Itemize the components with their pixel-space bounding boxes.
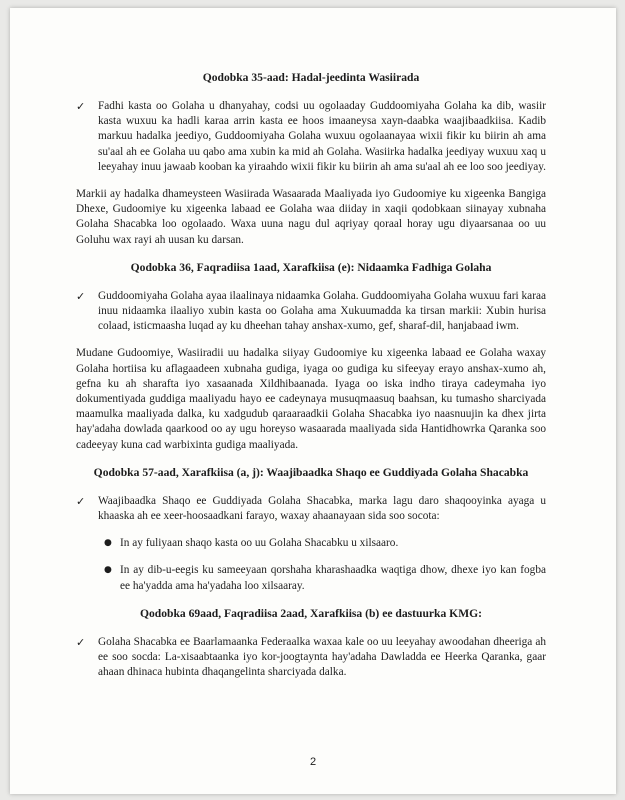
body-paragraph: Mudane Gudoomiye, Wasiiradii uu hadalka siiyay Gudoomiye ku xigeenka labaad ee Golaha waxay Golaha hortiisa ku aflagaadeen xubnaha gudiga, iyaga oo gudiga ku sifeeyay erayo anshax-xumo ah, gefna ku ah sharafta iyo xasaanada Xildhibaanada. Iyaga oo iska indho tiraya cadeymaha iyo dokumentiyada guddiga maaliyadu hayo ee cadeynaya musuqmaasuq baahsan, ku tumasho sharciyada maamulka maaliyada dalka, ku xadgudub qaraaraadkii Golaha Shacabka iyo naasnuujin ka dhex jirta hay'adaha dowlada qaarkood oo ay ugu horeyso wasaarada maaliyada sida Hantidhowrka Qaranka soo cadeeyay kuna cad warbixinta gudiga maaliyada. <box>76 347 546 451</box>
bullet-list-item <box>104 536 546 551</box>
section-article-57 <box>76 465 546 594</box>
section-heading: Qodobka 36, Faqradiisa 1aad, Xarafkiisa (e): Nidaamka Fadhiga Golaha <box>130 260 492 274</box>
section-heading: Qodobka 69aad, Faqradiisa 2aad, Xarafkiisa (b) ee dastuurka KMG: <box>139 606 483 620</box>
check-item-text: Guddoomiyaha Golaha ayaa ilaalinaya nidaamka Golaha. Guddoomiyaha Golaha wuxuu fari karaa inuu nidaamka ilaaliyo xubin kasta oo Golaha ama Xukuumadda ka tirsan markii: Xubin hurisa colaad, isticmaasha luqad ay ku dheehan tahay anshax-xumo, gef, sharaf-dil, hanjabaad iwm. <box>98 289 546 333</box>
bullet-item-text: In ay dib-u-eegis ku sameeyaan qorshaha kharashaadka waqtiga dhow, dhexe iyo kan fogba ee ha'yadda ama ha'yadaha loo xilsaaray. <box>120 564 546 592</box>
checkmark-icon: ✓ <box>76 494 86 508</box>
checkmark-icon: ✓ <box>76 635 86 649</box>
section-heading: Qodobka 57-aad, Xarafkiisa (a, j): Waajibaadka Shaqo ee Guddiyada Golaha Shacabka <box>93 465 529 479</box>
check-item-text: Golaha Shacabka ee Baarlamaanka Federaalka waxaa kale oo uu leeyahay awoodahan dheeriga ah ee soo socda: La-xisaabtaanka iyo kor-joogtaynta hay'adaha Dawladda ee Heerka Qaranka, gaar ahaan dhinaca hubinta dhaqangelinta sharciyada dalka. <box>98 635 546 679</box>
bullet-icon: ● <box>104 538 112 549</box>
document-content <box>76 70 546 692</box>
section-heading: Qodobka 35-aad: Hadal-jeedinta Wasiirada <box>202 71 420 84</box>
check-item-text: Fadhi kasta oo Golaha u dhanyahay, codsi uu ogolaaday Guddoomiyaha Golaha ka dib, wasiir kasta wuxuu ka hadli karaa arrin kasta ee hoos imaaneysa xayn-daabka waajibaadkiisa. Kadib markuu hadalka jeediyo, Guddoomiyaha Golaha wuxuu ogolaanayaa wixii fikir ku biirin ah ama su'aal ah ee Golaha uu qabo ama xubin ka mid ah Golaha. Wasiirka hadalka jeediyay wuxuu xaq u leeyahay inuu jawaab kooban ka yiraahdo wixii fikir ku biirin ah ama su'aal ah ee loo soo jeediyay. <box>98 100 547 173</box>
page-number: 2 <box>309 756 317 768</box>
section-article-35 <box>76 70 546 248</box>
section-article-69 <box>76 606 546 681</box>
bullet-item-text: In ay fuliyaan shaqo kasta oo uu Golaha Shacabku u xilsaaro. <box>120 537 399 550</box>
check-list-item <box>76 494 546 524</box>
check-item-text: Waajibaadka Shaqo ee Guddiyada Golaha Shacabka, marka lagu daro shaqooyinka ayaga u khaaska ah ee xeer-hoosaadkani farayo, waxay ahaanayaan sida soo socota: <box>98 494 546 523</box>
checkmark-icon: ✓ <box>76 289 86 303</box>
section-article-36 <box>76 260 546 453</box>
document-page <box>10 8 616 794</box>
check-list-item <box>76 289 546 335</box>
body-paragraph: Markii ay hadalka dhameysteen Wasiirada Wasaarada Maaliyada iyo Gudoomiye ku xigeenka Bangiga Dhexe, Gudoomiye ku xigeenka labaad ee Golaha waa diiday in xaqii qodobkaan siinayay xubnaha Golaha Shacabka loo ogolaado. Waxa uuna nagu dul aqriyay qoraal horay ugu diyaarsanaa oo uu Goluhu wax rayi ah uusan ku darsan. <box>76 188 546 246</box>
bullet-icon: ● <box>104 565 112 576</box>
check-list-item <box>76 635 546 681</box>
bullet-list-item <box>104 563 546 593</box>
checkmark-icon: ✓ <box>76 100 86 113</box>
check-list-item <box>76 99 546 175</box>
